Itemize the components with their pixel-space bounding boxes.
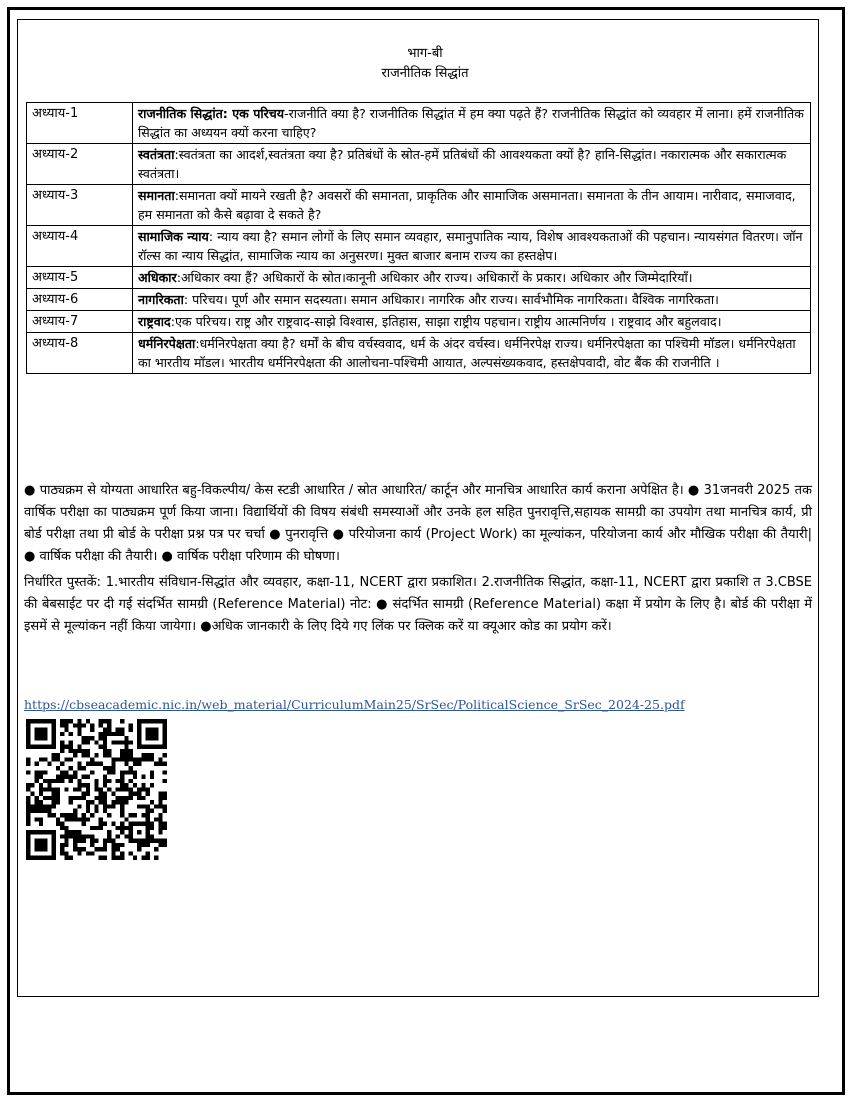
- table-row: [27, 226, 811, 267]
- part-title: भाग-बी: [407, 46, 443, 61]
- instructions-paragraph: ● पाठ्यक्रम से योग्यता आधारित बहु-विकल्पीय/ केस स्टडी आधारित / स्रोत आधारित/ कार्टून और मानचित्र आधारित कार्य कराना अपेक्षित है। ● 31जनवरी 2025 तक वार्षिक परीक्षा का पाठ्यक्रम पूर्ण किया जाना। विद्यार्थियों की विषय संबंधी समस्याओं और उनके हल सहित पुनरावृत्ति,सहायक सामग्री का उपयोग तथा मानचित्र कार्य, प्री बोर्ड परीक्षा तथा प्री बोर्ड के परीक्षा प्रश्न पत्र पर चर्चा ● पुनरावृत्ति ● परियोजना कार्य (Project Work) का मूल्यांकन, परियोजना कार्य और मौखिक परीक्षा की तैयारी| ● वार्षिक परीक्षा की तैयारी। ● वार्षिक परीक्षा परिणाम की घोषणा।: [24, 483, 812, 564]
- notes-section: [24, 480, 812, 642]
- chapter-body: :समानता क्यों मायने रखती है? अवसरों की समानता, प्राकृतिक और सामाजिक असमानता। समानता के तीन आयाम। नारीवाद, समाजवाद, हम समानता को कैसे बढ़ावा दे सकते है?: [138, 188, 796, 222]
- chapter-title: स्वतंत्रता: [138, 147, 175, 162]
- chapter-title: राजनीतिक सिद्धांत: एक परिचय: [138, 106, 285, 121]
- chapter-content: [133, 103, 811, 144]
- chapter-body: :धर्मनिरपेक्षता क्या है? धर्मों के बीच वर्चस्ववाद, धर्म के अंदर वर्चस्व। धर्मनिरपेक्ष राज्य। धर्मनिरपेक्षता का पश्चिमी मॉडल। धर्मनिरपेक्षता का भारतीय मॉडल। भारतीय धर्मनिरपेक्षता की आलोचना-पश्चिमी आयात, अल्पसंख्यकवाद, हस्तक्षेपवादी, वोट बैंक की राजनीति ।: [138, 336, 796, 370]
- chapter-title: नागरिकता: [138, 292, 184, 307]
- chapter-body: : न्याय क्या है? समान लोगों के लिए समान व्यवहार, समानुपातिक न्याय, विशेष आवश्यकताओं की पहचान। न्यायसंगत वितरण। जॉन रॉल्स का न्याय सिद्धांत, सामाजिक न्याय का अनुसरण। मुक्त बाजार बनाम राज्य का हस्तक्षेप।: [138, 229, 803, 263]
- chapter-body: :एक परिचय। राष्ट्र और राष्ट्रवाद-साझे विश्वास, इतिहास, साझा राष्ट्रीय पहचान। राष्ट्रीय आत्मनिर्णय । राष्ट्रवाद और बहुलवाद।: [170, 314, 722, 329]
- chapter-title: समानता: [138, 188, 175, 203]
- chapter-content: [133, 144, 811, 185]
- chapter-body: : परिचय। पूर्ण और समान सदस्यता। समान अधिकार। नागरिक और राज्य। सार्वभौमिक नागरिकता। वैश्विक नागरिकता।: [183, 292, 719, 307]
- chapter-number: अध्याय-8: [27, 333, 133, 374]
- chapter-content: [133, 333, 811, 374]
- chapter-content: [133, 267, 811, 289]
- chapter-number: अध्याय-4: [27, 226, 133, 267]
- chapter-number: अध्याय-6: [27, 289, 133, 311]
- table-row: [27, 267, 811, 289]
- chapter-body: :स्वतंत्रता का आदर्श,स्वतंत्रता क्या है? प्रतिबंधों के स्रोत-हमें प्रतिबंधों की आवश्यकता क्यों है? हानि-सिद्धांत। नकारात्मक और सकारात्मक स्वतंत्रता।: [138, 147, 787, 181]
- chapter-content: [133, 185, 811, 226]
- chapter-title: सामाजिक न्याय: [138, 229, 209, 244]
- chapter-body: -राजनीति क्या है? राजनीतिक सिद्धांत में हम क्या पढ़ते हैं? राजनीतिक सिद्धांत को व्यवहार में लाना। हमें राजनीतिक सिद्धांत का अध्ययन क्यों करना चाहिए?: [138, 106, 804, 140]
- syllabus-table: [26, 102, 811, 374]
- chapter-number: अध्याय-2: [27, 144, 133, 185]
- subject-title: राजनीतिक सिद्धांत: [381, 66, 469, 81]
- chapter-title: राष्ट्रवाद: [138, 314, 171, 329]
- chapter-content: [133, 289, 811, 311]
- chapter-number: अध्याय-3: [27, 185, 133, 226]
- table-row: [27, 333, 811, 374]
- chapter-number: अध्याय-7: [27, 311, 133, 333]
- curriculum-link[interactable]: https://cbseacademic.nic.in/web_material/CurriculumMain25/SrSec/PoliticalScience_SrSec_2024-25.pdf: [24, 697, 685, 712]
- chapter-title: धर्मनिरपेक्षता: [138, 336, 196, 351]
- chapter-body: :अधिकार क्या हैं? अधिकारों के स्रोत।कानूनी अधिकार और राज्य। अधिकारों के प्रकार। अधिकार और जिम्मेदारियाँ।: [176, 270, 693, 285]
- table-row: [27, 144, 811, 185]
- qr-code-icon[interactable]: [26, 719, 167, 860]
- table-row: [27, 103, 811, 144]
- page-header: [0, 44, 850, 84]
- chapter-number: अध्याय-5: [27, 267, 133, 289]
- table-row: [27, 311, 811, 333]
- chapter-content: [133, 226, 811, 267]
- table-row: [27, 185, 811, 226]
- chapter-number: अध्याय-1: [27, 103, 133, 144]
- chapter-title: अधिकार: [138, 270, 177, 285]
- prescribed-books-paragraph: निर्धारित पुस्तकें: 1.भारतीय संविधान-सिद्धांत और व्यवहार, कक्षा-11, NCERT द्वारा प्रकाशित। 2.राजनीतिक सिद्धांत, कक्षा-11, NCERT द्वारा प्रकाशि त 3.CBSE की बेबसाईट पर दी गई संदर्भित सामग्री (Reference Material) नोट: ● संदर्भित सामग्री (Reference Material) कक्षा में प्रयोग के लिए है। बोर्ड की परीक्षा में इसमें से मूल्यांकन नहीं किया जायेगा। ●अधिक जानकारी के लिए दिये गए लिंक पर क्लिक करें या क्यूआर कोड का प्रयोग करें।: [24, 575, 812, 634]
- chapter-content: [133, 311, 811, 333]
- table-row: [27, 289, 811, 311]
